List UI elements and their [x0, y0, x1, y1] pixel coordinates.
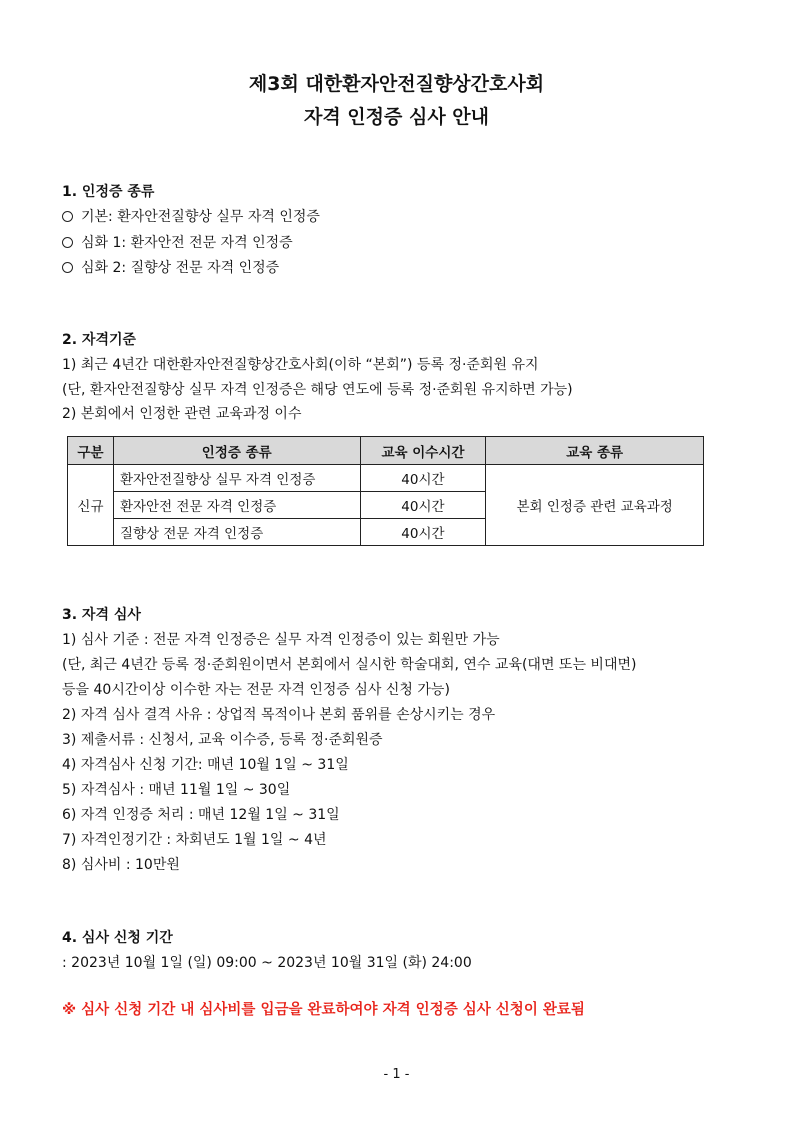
table-header-cell: 교육 이수시간 — [360, 437, 486, 465]
list-item — [62, 208, 320, 226]
criteria-line: 2) 본회에서 인정한 관련 교육과정 이수 — [62, 406, 302, 422]
cert-type-cell: 질향상 전문 자격 인정증 — [113, 519, 360, 546]
review-line: 5) 자격심사 : 매년 11월 1일 ~ 30일 — [62, 782, 291, 798]
list-item-text: 심화 1: 환자안전 전문 자격 인정증 — [81, 235, 293, 251]
hours-cell: 40시간 — [360, 465, 486, 492]
section1-heading: 1. 인정증 종류 — [62, 184, 155, 200]
table-header-row — [68, 437, 704, 465]
hours-cell: 40시간 — [360, 519, 486, 546]
circle-bullet-icon — [62, 237, 73, 248]
group-cell: 신규 — [68, 465, 114, 546]
review-line: 1) 심사 기준 : 전문 자격 인정증은 실무 자격 인정증이 있는 회원만 가능 — [62, 632, 500, 648]
review-line: 3) 제출서류 : 신청서, 교육 이수증, 등록 정·준회원증 — [62, 732, 383, 748]
table-row — [68, 465, 704, 492]
page-number: - 1 - — [383, 1067, 410, 1082]
review-line: 4) 자격심사 신청 기간: 매년 10월 1일 ~ 31일 — [62, 757, 349, 773]
edu-type-cell: 본회 인정증 관련 교육과정 — [486, 465, 704, 546]
page-title: 제3회 대한환자안전질향상간호사회 — [248, 73, 545, 95]
notice-text: ※ 심사 신청 기간 내 심사비를 입금을 완료하여야 자격 인정증 심사 신청이 완료됨 — [62, 1002, 585, 1018]
page-subtitle: 자격 인정증 심사 안내 — [303, 106, 490, 128]
requirements-table — [67, 436, 704, 546]
criteria-line: (단, 환자안전질향상 실무 자격 인정증은 해당 연도에 등록 정·준회원 유지하면 가능) — [62, 382, 573, 398]
cert-type-cell: 환자안전질향상 실무 자격 인정증 — [113, 465, 360, 492]
table-header-cell: 구분 — [68, 437, 114, 465]
section4-heading: 4. 심사 신청 기간 — [62, 930, 173, 946]
hours-cell: 40시간 — [360, 492, 486, 519]
table-header-cell: 교육 종류 — [486, 437, 704, 465]
application-period: : 2023년 10월 1일 (일) 09:00 ~ 2023년 10월 31일 (화) 24:00 — [62, 955, 472, 971]
list-item — [62, 234, 293, 252]
review-line: 8) 심사비 : 10만원 — [62, 857, 180, 873]
circle-bullet-icon — [62, 211, 73, 222]
section3-heading: 3. 자격 심사 — [62, 607, 141, 623]
criteria-line: 1) 최근 4년간 대한환자안전질향상간호사회(이하 “본회”) 등록 정·준회원 유지 — [62, 357, 539, 373]
list-item — [62, 259, 279, 277]
table-header-cell: 인정증 종류 — [113, 437, 360, 465]
review-line: (단, 최근 4년간 등록 정·준회원이면서 본회에서 실시한 학술대회, 연수 교육(대면 또는 비대면) — [62, 657, 637, 673]
review-line: 7) 자격인정기간 : 차회년도 1월 1일 ~ 4년 — [62, 832, 327, 848]
section2-heading: 2. 자격기준 — [62, 332, 137, 348]
list-item-text: 심화 2: 질향상 전문 자격 인정증 — [81, 260, 280, 276]
review-line: 등을 40시간이상 이수한 자는 전문 자격 인정증 심사 신청 가능) — [62, 682, 450, 698]
cert-type-cell: 환자안전 전문 자격 인정증 — [113, 492, 360, 519]
list-item-text: 기본: 환자안전질향상 실무 자격 인정증 — [81, 209, 320, 225]
review-line: 2) 자격 심사 결격 사유 : 상업적 목적이나 본회 품위를 손상시키는 경우 — [62, 707, 496, 723]
review-line: 6) 자격 인정증 처리 : 매년 12월 1일 ~ 31일 — [62, 807, 340, 823]
circle-bullet-icon — [62, 262, 73, 273]
